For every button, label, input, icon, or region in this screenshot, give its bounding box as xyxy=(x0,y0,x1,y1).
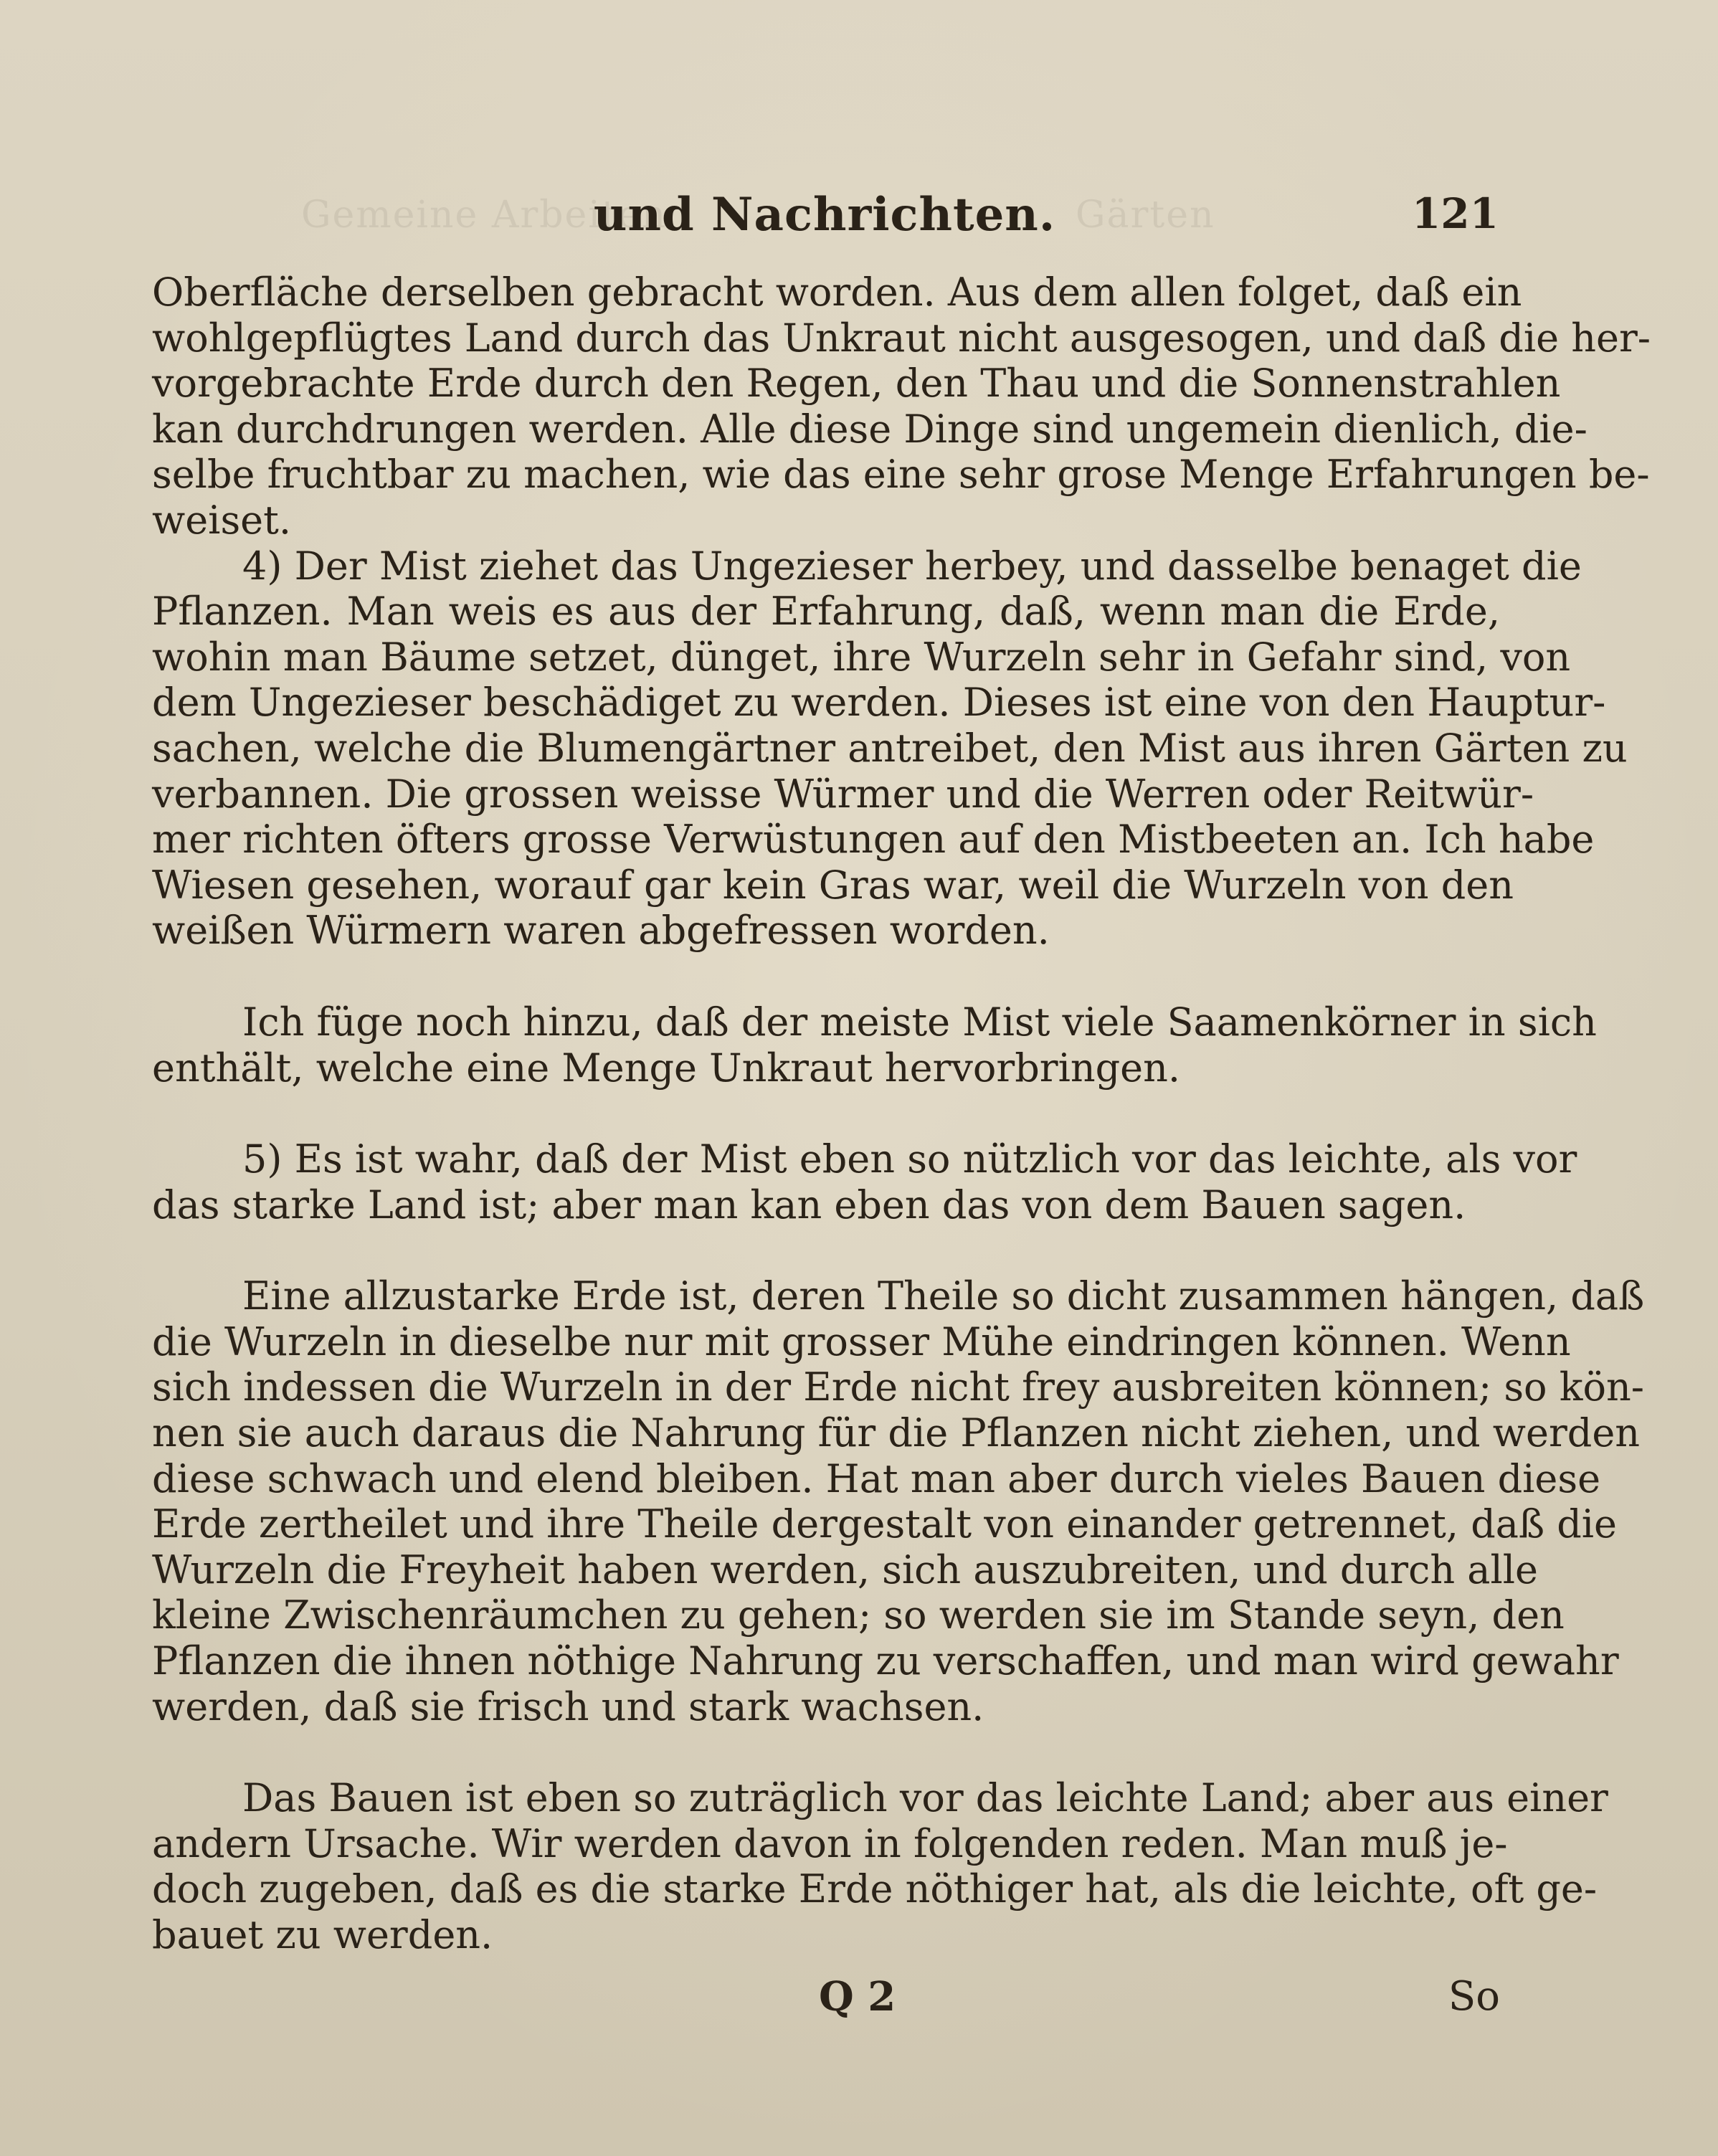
page-footer xyxy=(152,1973,1500,2031)
text-line: die Wurzeln in dieselbe nur mit grosser Mühe eindringen können. Wenn xyxy=(152,1319,1571,1364)
text-line: Wiesen gesehen, worauf gar kein Gras war, weil die Wurzeln von den xyxy=(152,862,1514,908)
text-line: 4) Der Mist ziehet das Ungezieser herbey, und dasselbe benaget die xyxy=(242,543,1582,589)
text-line: sich indessen die Wurzeln in der Erde nicht frey ausbreiten können; so kön- xyxy=(152,1364,1644,1410)
text-line: wohin man Bäume setzet, dünget, ihre Wurzeln sehr in Gefahr sind, von xyxy=(152,634,1571,680)
paragraph xyxy=(152,1775,1608,1957)
text-line: nen sie auch daraus die Nahrung für die Pflanzen nicht ziehen, und werden xyxy=(152,1410,1641,1456)
text-line: dem Ungezieser beschädiget zu werden. Dieses ist eine von den Hauptur- xyxy=(152,680,1606,726)
text-line: doch zugeben, daß es die starke Erde nöthiger hat, als die leichte, oft ge- xyxy=(152,1866,1598,1912)
text-line: werden, daß sie frisch und stark wachsen. xyxy=(152,1684,984,1729)
paragraph xyxy=(152,1136,1577,1227)
text-line: enthält, welche eine Menge Unkraut hervorbringen. xyxy=(152,1045,1181,1091)
text-line: 5) Es ist wahr, daß der Mist eben so nützlich vor das leichte, als vor xyxy=(242,1136,1577,1182)
paragraph xyxy=(152,1273,1645,1729)
show-through-text: Gärten xyxy=(1076,194,1215,237)
text-line: Das Bauen ist eben so zuträglich vor das leichte Land; aber aus einer xyxy=(242,1775,1608,1821)
text-line: das starke Land ist; aber man kan eben das von dem Bauen sagen. xyxy=(152,1182,1466,1227)
text-line: diese schwach und elend bleiben. Hat man aber durch vieles Bauen diese xyxy=(152,1455,1601,1501)
text-line: verbannen. Die grossen weisse Würmer und die Werren oder Reitwür- xyxy=(152,771,1534,817)
text-line: weißen Würmern waren abgefressen worden. xyxy=(152,908,1050,954)
paragraph-gap xyxy=(152,1227,1500,1273)
signature-mark: Q 2 xyxy=(819,1973,896,2020)
text-line: Wurzeln die Freyheit haben werden, sich auszubreiten, und durch alle xyxy=(152,1547,1538,1592)
page-number: 121 xyxy=(1411,189,1499,238)
text-line: kan durchdrungen werden. Alle diese Dinge sind ungemein dienlich, die- xyxy=(152,406,1588,452)
body-text xyxy=(152,270,1651,1958)
text-line: Ich füge noch hinzu, daß der meiste Mist viele Saamenkörner in sich xyxy=(242,999,1597,1045)
running-title: und Nachrichten. xyxy=(593,188,1056,242)
text-line: wohlgepflügtes Land durch das Unkraut nicht ausgesogen, und daß die her- xyxy=(152,315,1651,361)
text-line: mer richten öfters grosse Verwüstungen auf den Mistbeeten an. Ich habe xyxy=(152,817,1595,863)
text-line: Oberfläche derselben gebracht worden. Aus dem allen folget, daß ein xyxy=(152,270,1522,315)
text-line: Eine allzustarke Erde ist, deren Theile so dicht zusammen hängen, daß xyxy=(242,1273,1645,1319)
text-line: Pflanzen. Man weis es aus der Erfahrung, daß, wenn man die Erde, xyxy=(152,589,1500,635)
show-through-text: Gemeine Arbeiten xyxy=(301,194,668,237)
page-header xyxy=(151,188,1499,245)
paragraph xyxy=(152,270,1651,543)
paragraph-gap xyxy=(152,1091,1500,1136)
text-line: vorgebrachte Erde durch den Regen, den Thau und die Sonnenstrahlen xyxy=(152,361,1561,407)
paragraph xyxy=(152,543,1628,954)
text-line: selbe fruchtbar zu machen, wie das eine sehr grose Menge Erfahrungen be- xyxy=(152,452,1650,498)
text-line: Erde zertheilet und ihre Theile dergestalt von einander getrennet, daß die xyxy=(152,1501,1618,1547)
text-line: andern Ursache. Wir werden davon in folgenden reden. Man muß je- xyxy=(152,1820,1508,1866)
paragraph-gap xyxy=(152,1729,1500,1775)
text-line: bauet zu werden. xyxy=(152,1912,493,1957)
text-line: weiset. xyxy=(152,497,291,543)
catchword: So xyxy=(1448,1973,1500,2020)
paragraph xyxy=(152,999,1597,1091)
text-line: sachen, welche die Blumengärtner antreibet, den Mist aus ihren Gärten zu xyxy=(152,725,1628,771)
text-line: Pflanzen die ihnen nöthige Nahrung zu verschaffen, und man wird gewahr xyxy=(152,1638,1619,1684)
text-line: kleine Zwischenräumchen zu gehen; so werden sie im Stande seyn, den xyxy=(152,1592,1565,1638)
paragraph-gap xyxy=(152,954,1500,999)
